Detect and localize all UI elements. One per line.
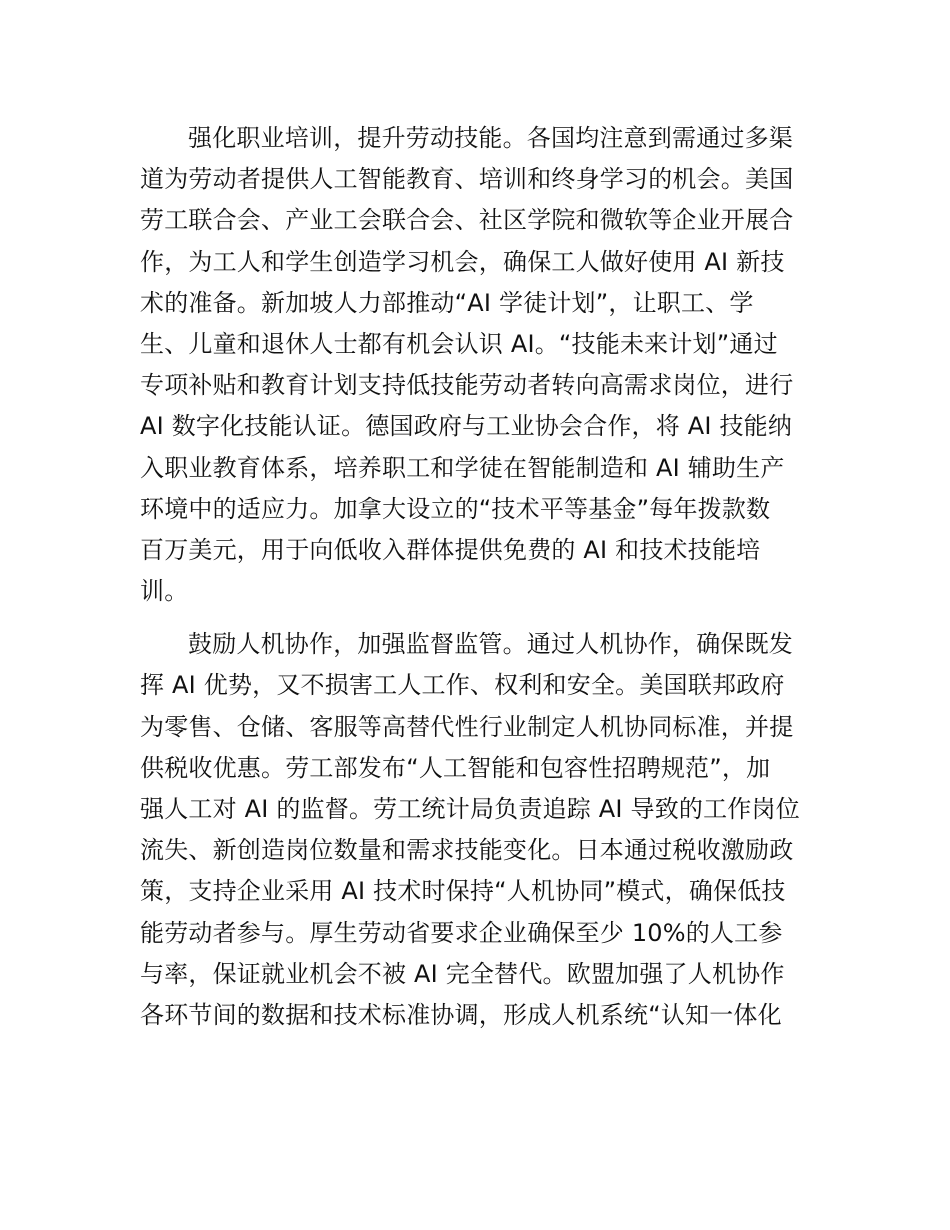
paragraph-line: 流失、新创造岗位数量和需求技能变化。日本通过税收激励政 [140,836,794,865]
paragraph-spacer [140,612,810,624]
paragraph-line: 各环节间的数据和技术标准协调，形成人机系统“认知一体化 [140,1000,782,1029]
paragraph-line: 鼓励人机协作，加强监督监管。通过人机协作，确保既发 [188,630,793,659]
paragraph-line: 训。 [140,577,189,606]
paragraph-line: 环境中的适应力。加拿大设立的“技术平等基金”每年拨款数 [140,494,771,523]
paragraph-line: 能劳动者参与。厚生劳动省要求企业确保至少 10%的人工参 [140,918,783,947]
paragraph-line: 百万美元，用于向低收入群体提供免费的 AI 和技术技能培 [140,535,761,564]
paragraph-line: 劳工联合会、产业工会联合会、社区学院和微软等企业开展合 [140,206,794,235]
paragraph-line: 道为劳动者提供人工智能教育、培训和终身学习的机会。美国 [140,165,794,194]
paragraph-line: AI 数字化技能认证。德国政府与工业协会合作，将 AI 技能纳 [140,412,793,441]
paragraph-line: 作，为工人和学生创造学习机会，确保工人做好使用 AI 新技 [140,247,785,276]
paragraph-line: 生、儿童和退休人士都有机会认识 AI。“技能未来计划”通过 [140,329,778,358]
paragraph-line: 强化职业培训，提升劳动技能。各国均注意到需通过多渠 [188,124,793,152]
paragraph-human-machine-collaboration [140,624,810,1036]
paragraph-line: 术的准备。新加坡人力部推动“AI 学徒计划”，让职工、学 [140,288,754,317]
document-body [140,118,810,1036]
paragraph-vocational-training [140,118,810,612]
paragraph-line: 供税收优惠。劳工部发布“人工智能和包容性招聘规范”，加 [140,753,771,782]
paragraph-line: 与率，保证就业机会不被 AI 完全替代。欧盟加强了人机协作 [140,959,785,988]
paragraph-line: 强人工对 AI 的监督。劳工统计局负责追踪 AI 导致的工作岗位 [140,795,800,823]
paragraph-line: 入职业教育体系，培养职工和学徒在智能制造和 AI 辅助生产 [140,453,785,482]
paragraph-line: 为零售、仓储、客服等高替代性行业制定人机协同标准，并提 [140,712,794,741]
paragraph-line: 专项补贴和教育计划支持低技能劳动者转向高需求岗位，进行 [140,371,794,400]
paragraph-line: 策，支持企业采用 AI 技术时保持“人机协同”模式，确保低技 [140,877,786,906]
paragraph-line: 挥 AI 优势，又不损害工人工作、权利和安全。美国联邦政府 [140,671,785,700]
